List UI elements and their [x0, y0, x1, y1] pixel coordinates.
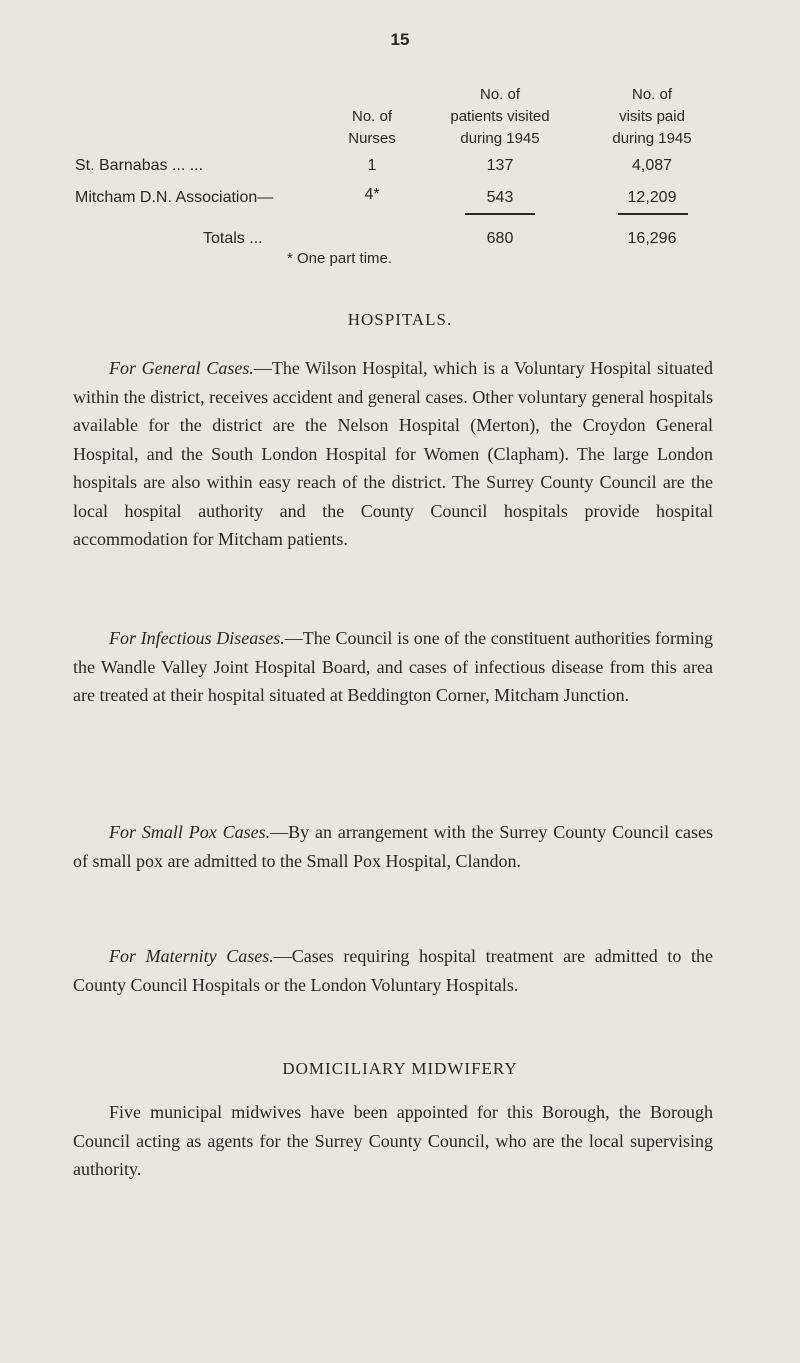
infectious-text: —The Council is one of the constituent authorities forming the Wandle Valley Joint Hospital Board, and cases of infectious disease from this area are treated at their hospital situated at Beddington Corner, Mitcham Junction.: [73, 628, 713, 705]
header-visits: No. of visits paid during 1945: [612, 86, 692, 147]
hospitals-heading: HOSPITALS.: [347, 310, 453, 329]
row-visits: 12,209: [627, 189, 677, 206]
subtotal-rule: [618, 213, 688, 215]
infectious-lead: For Infectious Diseases.: [109, 628, 285, 648]
totals-label: Totals ...: [203, 230, 263, 247]
midwifery-paragraph: Five municipal midwives have been appointed for this Borough, the Borough Council acting as agents for the Surrey County Council, who are the local supervising authority.: [73, 1102, 713, 1179]
maternity-lead: For Maternity Cases.: [109, 946, 274, 966]
general-cases-paragraph: [73, 354, 713, 554]
header-patients: No. of patients visited during 1945: [450, 86, 550, 147]
row-patients: 543: [486, 189, 514, 206]
general-cases-text: —The Wilson Hospital, which is a Voluntary Hospital situated within the district, receives accident and general cases. Other voluntary general hospitals available for the district are the Nelson Hospital (Merton), the Croydon General Hospital, and the South London Hospital for Women (Clapham). The large London hospitals are also within easy reach of the district. The Surrey County Council are the local hospital authority and the County Council hospitals provide hospital accommodation for Mitcham patients.: [73, 358, 713, 549]
smallpox-paragraph: [73, 818, 713, 875]
smallpox-lead: For Small Pox Cases.: [109, 822, 271, 842]
totals-patients: 680: [486, 230, 514, 247]
smallpox-text: —By an arrangement with the Surrey County Council cases of small pox are admitted to the Small Pox Hospital, Clandon.: [73, 822, 713, 871]
page-number: 15: [390, 30, 410, 49]
midwifery-heading: DOMICILIARY MIDWIFERY: [282, 1059, 518, 1078]
subtotal-rule: [465, 213, 535, 215]
totals-visits: 16,296: [627, 230, 677, 247]
general-cases-lead: For General Cases.: [109, 358, 254, 378]
row-nurses: 1: [367, 157, 377, 174]
maternity-text: —Cases requiring hospital treatment are admitted to the County Council Hospitals or the London Voluntary Hospitals.: [73, 946, 713, 995]
row-name: St. Barnabas ... ...: [75, 157, 204, 174]
row-visits: 4,087: [631, 157, 673, 174]
header-nurses: No. of Nurses: [348, 108, 396, 147]
footnote: * One part time.: [287, 250, 393, 267]
infectious-paragraph: [73, 624, 713, 710]
row-nurses: 4*: [364, 186, 380, 203]
row-patients: 137: [486, 157, 514, 174]
maternity-paragraph: [73, 942, 713, 999]
row-name: Mitcham D.N. Association—: [75, 189, 274, 206]
